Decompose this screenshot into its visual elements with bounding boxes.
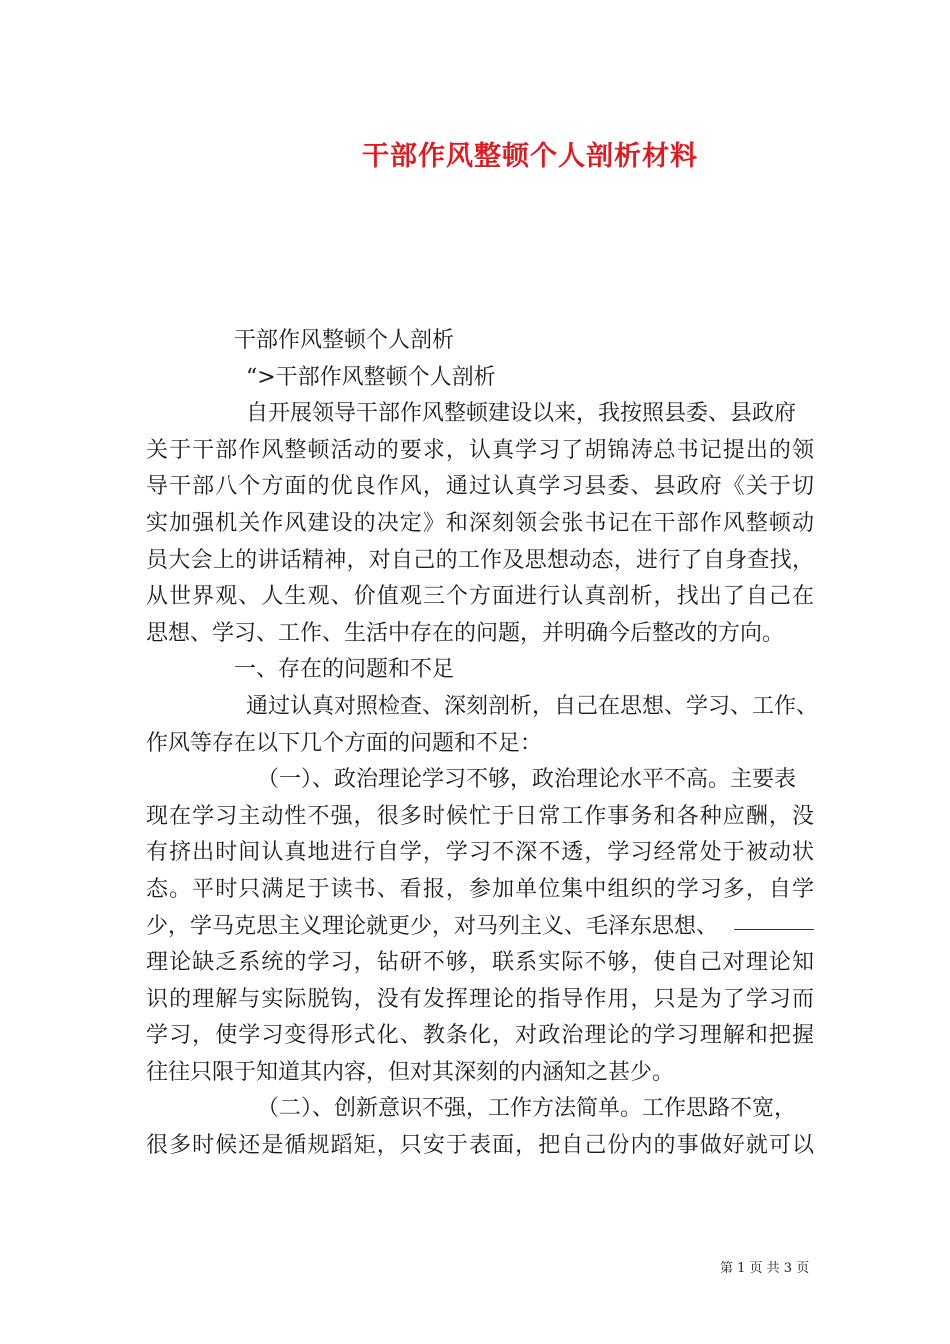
fill-in-blank [734,909,814,930]
text-line [146,835,814,872]
text-line [146,543,814,580]
document-title: 干部作风整顿个人剖析材料 [362,141,698,172]
text-line [146,433,814,470]
text-line [146,469,814,506]
text-line-content: 干部作风整顿个人剖析 [234,328,455,353]
text-line [146,579,814,616]
text-line [146,762,814,799]
text-line [146,726,814,763]
text-line-content: 现在学习主动性不强，很多时候忙于日常工作事务和各种应酬，没 [146,803,814,829]
text-line [146,872,814,909]
text-line-content: 通过认真对照检查、深刻剖析，自己在思想、学习、工作、 [246,693,819,719]
text-line-content: 很多时候还是循规蹈矩，只安于表面，把自己份内的事做好就可以 [146,1133,814,1159]
text-line-content: 员大会上的讲话精神，对自己的工作及思想动态，进行了自身查找， [146,547,814,573]
text-line-content: 理论缺乏系统的学习，钻研不够，联系实际不够，使自己对理论知 [146,950,814,976]
text-line-content: 一、存在的问题和不足 [234,657,455,683]
text-line-content: 自开展领导干部作风整顿建设以来，我按照县委、县政府 [246,401,797,427]
text-line-content: 学习，使学习变得形式化、教条化，对政治理论的学习理解和把握 [146,1023,814,1049]
text-line [146,945,814,982]
text-line-content: 从世界观、人生观、价值观三个方面进行认真剖析，找出了自己在 [146,584,814,610]
text-line-content: 往往只限于知道其内容，但对其深刻的内涵知之甚少。 [146,1059,675,1085]
text-line-content: 作风等存在以下几个方面的问题和不足： [146,730,543,756]
text-line [146,1055,814,1092]
text-line-content: 态。平时只满足于读书、看报，参加单位集中组织的学习多，自学 [146,876,814,902]
text-line [146,360,814,397]
text-line-content: “>干部作风整顿个人剖析 [246,364,496,390]
text-line [146,689,819,726]
text-line [146,799,814,836]
text-line [146,506,814,543]
text-line [146,982,814,1019]
text-line [146,652,814,689]
text-line [146,616,814,653]
text-line [146,1018,814,1055]
text-line-content: （二）、创新意识不强，工作方法简单。工作思路不宽， [257,1096,797,1122]
text-line-content: （一）、政治理论学习不够，政治理论水平不高。主要表 [257,767,797,793]
document-body [146,323,819,1165]
text-line [146,1091,814,1128]
text-line-content: 导干部八个方面的优良作风，通过认真学习县委、县政府《关于切 [146,474,814,500]
text-line-content: 有挤出时间认真地进行自学，学习不深不透，学习经常处于被动状 [146,840,814,866]
text-line-content: 思想、学习、工作、生活中存在的问题，并明确今后整改的方向。 [146,620,785,646]
text-line [146,1128,814,1165]
text-line [146,909,814,946]
text-line [146,396,814,433]
page-number: 第 1 页 共 3 页 [720,1261,810,1276]
text-line-content: 实加强机关作风建设的决定》和深刻领会张书记在干部作风整顿动 [146,510,814,536]
text-line-content: 关于干部作风整顿活动的要求，认真学习了胡锦涛总书记提出的领 [146,437,814,463]
text-line-content: 少，学马克思主义理论就更少，对马列主义、毛泽东思想、 [146,913,719,939]
text-line-content: 识的理解与实际脱钩，没有发挥理论的指导作用，只是为了学习而 [146,986,814,1012]
text-line [146,323,814,360]
